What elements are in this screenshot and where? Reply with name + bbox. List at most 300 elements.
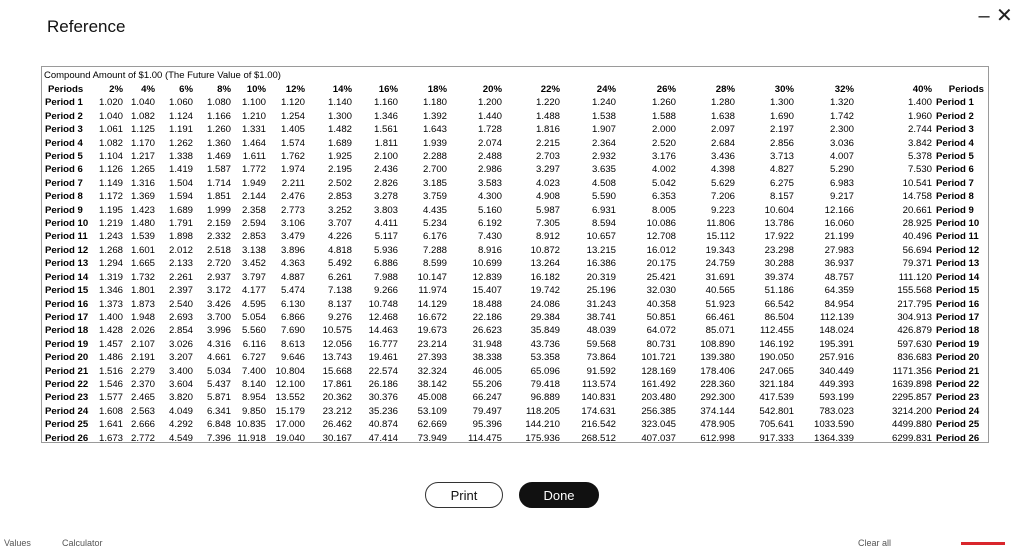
row-label-right: Period 18 xyxy=(936,325,980,337)
table-cell: 14.758 xyxy=(902,191,932,203)
row-label: Period 6 xyxy=(45,164,83,176)
table-cell: 12.056 xyxy=(322,338,352,350)
table-cell: 190.050 xyxy=(759,352,794,364)
table-cell: 3.036 xyxy=(829,137,854,149)
table-cell: 3.604 xyxy=(168,378,193,390)
table-cell: 1.265 xyxy=(130,164,155,176)
row-label-right: Period 1 xyxy=(936,97,974,109)
table-cell: 2.100 xyxy=(373,151,398,163)
table-row xyxy=(42,123,988,136)
table-cell: 7.288 xyxy=(422,244,447,256)
table-cell: 24.759 xyxy=(705,258,735,270)
table-cell: 112.139 xyxy=(820,311,854,323)
table-cell: 2.332 xyxy=(206,231,231,243)
table-cell: 16.060 xyxy=(824,218,854,230)
table-cell: 8.954 xyxy=(241,392,266,404)
table-cell: 1.316 xyxy=(130,177,155,189)
table-cell: 8.005 xyxy=(651,204,676,216)
table-cell: 1.040 xyxy=(99,110,123,122)
table-cell: 5.437 xyxy=(206,378,231,390)
table-cell: 40.565 xyxy=(705,285,735,297)
table-cell: 20.319 xyxy=(586,271,616,283)
table-cell: 161.492 xyxy=(641,378,676,390)
table-cell: 47.414 xyxy=(368,432,398,443)
reference-table-panel xyxy=(41,66,989,443)
table-cell: 597.630 xyxy=(897,338,932,350)
column-header-rate: 40% xyxy=(912,84,932,95)
table-cell: 2.932 xyxy=(591,151,616,163)
table-cell: 3.479 xyxy=(280,231,305,243)
table-cell: 1.195 xyxy=(99,204,123,216)
table-cell: 426.879 xyxy=(897,325,932,337)
table-cell: 5.034 xyxy=(206,365,231,377)
table-cell: 1.480 xyxy=(130,218,155,230)
table-cell: 1.140 xyxy=(327,97,352,109)
table-cell: 5.160 xyxy=(477,204,502,216)
table-header-row xyxy=(42,83,988,96)
table-cell: 1.180 xyxy=(422,97,447,109)
strip-accent-bar xyxy=(961,542,1005,545)
table-cell: 1.217 xyxy=(130,151,155,163)
table-cell: 10.872 xyxy=(530,244,560,256)
table-cell: 4.508 xyxy=(591,177,616,189)
table-cell: 2.476 xyxy=(280,191,305,203)
table-cell: 20.661 xyxy=(902,204,932,216)
table-cell: 2.436 xyxy=(373,164,398,176)
table-cell: 108.890 xyxy=(700,338,735,350)
table-cell: 1.939 xyxy=(422,137,447,149)
table-cell: 1.546 xyxy=(99,378,123,390)
table-cell: 2.364 xyxy=(591,137,616,149)
table-cell: 3.996 xyxy=(206,325,231,337)
table-cell: 80.731 xyxy=(646,338,676,350)
table-cell: 2.826 xyxy=(373,177,398,189)
table-cell: 11.806 xyxy=(706,218,735,230)
row-label-right: Period 21 xyxy=(936,365,980,377)
table-cell: 3.820 xyxy=(168,392,193,404)
table-cell: 9.276 xyxy=(327,311,352,323)
row-label: Period 20 xyxy=(45,352,89,364)
table-row xyxy=(42,338,988,351)
table-cell: 4.292 xyxy=(168,419,193,431)
table-cell: 2.159 xyxy=(206,218,231,230)
table-cell: 1.320 xyxy=(829,97,854,109)
table-cell: 417.539 xyxy=(759,392,794,404)
table-cell: 1.400 xyxy=(99,311,123,323)
table-cell: 1.732 xyxy=(130,271,155,283)
table-cell: 73.949 xyxy=(417,432,447,443)
table-cell: 3.842 xyxy=(907,137,932,149)
table-cell: 13.264 xyxy=(530,258,560,270)
table-cell: 2.684 xyxy=(710,137,735,149)
table-cell: 1.898 xyxy=(168,231,193,243)
table-cell: 15.407 xyxy=(472,285,502,297)
table-cell: 1.082 xyxy=(130,110,155,122)
table-cell: 46.005 xyxy=(472,365,502,377)
table-cell: 1.587 xyxy=(206,164,231,176)
table-cell: 1.346 xyxy=(99,285,123,297)
table-cell: 12.468 xyxy=(368,311,398,323)
table-cell: 9.223 xyxy=(710,204,735,216)
close-icon[interactable]: ✕ xyxy=(996,5,1013,27)
table-cell: 53.358 xyxy=(530,352,560,364)
table-cell: 8.594 xyxy=(591,218,616,230)
table-cell: 15.112 xyxy=(706,231,735,243)
table-cell: 5.871 xyxy=(206,392,231,404)
table-cell: 6.848 xyxy=(206,419,231,431)
table-cell: 45.008 xyxy=(417,392,447,404)
row-label: Period 10 xyxy=(45,218,89,230)
table-cell: 64.072 xyxy=(646,325,676,337)
table-cell: 50.851 xyxy=(646,311,676,323)
table-cell: 10.086 xyxy=(646,218,676,230)
table-cell: 1.210 xyxy=(241,110,266,122)
table-cell: 174.631 xyxy=(581,405,616,417)
table-cell: 65.096 xyxy=(530,365,560,377)
table-cell: 7.138 xyxy=(327,285,352,297)
table-cell: 4.435 xyxy=(422,204,447,216)
table-cell: 2.370 xyxy=(130,378,155,390)
column-header-rate: 8% xyxy=(217,84,231,95)
table-cell: 1.260 xyxy=(651,97,676,109)
table-cell: 1.319 xyxy=(99,271,123,283)
table-cell: 203.480 xyxy=(641,392,676,404)
table-cell: 32.030 xyxy=(646,285,676,297)
row-label-right: Period 9 xyxy=(936,204,974,216)
row-label: Period 24 xyxy=(45,405,89,417)
table-cell: 2.397 xyxy=(168,285,193,297)
table-cell: 2.986 xyxy=(477,164,502,176)
row-label: Period 4 xyxy=(45,137,83,149)
column-header-rate: 16% xyxy=(378,84,398,95)
table-cell: 4.887 xyxy=(280,271,305,283)
table-cell: 6.866 xyxy=(280,311,305,323)
table-row xyxy=(42,244,988,257)
table-cell: 407.037 xyxy=(641,432,676,443)
table-cell: 114.475 xyxy=(468,432,502,443)
table-cell: 1.160 xyxy=(373,97,398,109)
table-cell: 478.905 xyxy=(700,419,735,431)
table-cell: 3.759 xyxy=(422,191,447,203)
table-cell: 2.520 xyxy=(651,137,676,149)
table-cell: 1.665 xyxy=(130,258,155,270)
table-cell: 705.641 xyxy=(759,419,794,431)
table-cell: 17.922 xyxy=(764,231,794,243)
table-cell: 1.689 xyxy=(327,137,352,149)
table-cell: 1.294 xyxy=(99,258,123,270)
dialog-title: Reference xyxy=(47,17,126,36)
table-cell: 1.611 xyxy=(242,151,266,163)
table-cell: 321.184 xyxy=(759,378,794,390)
table-cell: 101.721 xyxy=(641,352,676,364)
table-cell: 10.657 xyxy=(586,231,616,243)
table-cell: 3.700 xyxy=(206,311,231,323)
table-cell: 2.191 xyxy=(130,352,155,364)
table-cell: 1.714 xyxy=(206,177,231,189)
table-cell: 9.217 xyxy=(829,191,854,203)
table-cell: 19.343 xyxy=(705,244,735,256)
table-cell: 2.773 xyxy=(280,204,305,216)
row-label: Period 8 xyxy=(45,191,83,203)
row-label-right: Period 3 xyxy=(936,124,974,136)
table-cell: 340.449 xyxy=(819,365,854,377)
column-header-rate: 4% xyxy=(141,84,155,95)
table-cell: 29.384 xyxy=(530,311,560,323)
table-cell: 14.463 xyxy=(368,325,398,337)
table-cell: 79.497 xyxy=(472,405,502,417)
done-button[interactable]: Done xyxy=(519,482,599,508)
row-label: Period 5 xyxy=(45,151,83,163)
table-cell: 38.142 xyxy=(417,378,447,390)
table-cell: 8.137 xyxy=(327,298,352,310)
table-cell: 2.488 xyxy=(477,151,502,163)
column-header-rate: 32% xyxy=(834,84,854,95)
table-cell: 73.864 xyxy=(586,352,616,364)
table-row xyxy=(42,311,988,324)
table-cell: 51.186 xyxy=(764,285,794,297)
strip-values-label: Values xyxy=(4,539,31,547)
table-cell: 12.708 xyxy=(646,231,676,243)
table-row xyxy=(42,378,988,391)
table-cell: 2.107 xyxy=(130,338,155,350)
table-cell: 140.831 xyxy=(581,392,616,404)
table-cell: 2.074 xyxy=(477,137,502,149)
column-header-rate: 20% xyxy=(482,84,502,95)
table-cell: 3.896 xyxy=(280,244,305,256)
table-cell: 55.206 xyxy=(472,378,502,390)
table-cell: 19.040 xyxy=(275,432,305,443)
table-cell: 4499.880 xyxy=(891,419,932,431)
table-cell: 79.371 xyxy=(902,258,932,270)
table-cell: 10.147 xyxy=(417,271,447,283)
table-cell: 48.039 xyxy=(586,325,616,337)
table-cell: 16.672 xyxy=(417,311,447,323)
table-cell: 10.835 xyxy=(236,419,266,431)
row-label-right: Period 8 xyxy=(936,191,974,203)
table-cell: 27.393 xyxy=(417,352,447,364)
strip-calculator-label: Calculator xyxy=(62,539,103,547)
table-cell: 31.691 xyxy=(705,271,735,283)
row-label: Period 16 xyxy=(45,298,89,310)
table-cell: 1.243 xyxy=(99,231,123,243)
table-cell: 43.736 xyxy=(530,338,560,350)
table-cell: 1.104 xyxy=(99,151,123,163)
table-cell: 6.261 xyxy=(327,271,352,283)
column-header-rate: 2% xyxy=(109,84,123,95)
table-cell: 1.873 xyxy=(130,298,155,310)
table-cell: 3.707 xyxy=(327,218,352,230)
table-row xyxy=(42,298,988,311)
table-row xyxy=(42,177,988,190)
table-cell: 40.874 xyxy=(368,419,398,431)
table-cell: 66.542 xyxy=(764,298,794,310)
table-cell: 2.288 xyxy=(422,151,447,163)
table-cell: 2.540 xyxy=(168,298,193,310)
table-cell: 9.646 xyxy=(280,352,305,364)
table-cell: 39.374 xyxy=(764,271,794,283)
table-cell: 1.948 xyxy=(130,311,155,323)
table-row xyxy=(42,351,988,364)
table-cell: 40.358 xyxy=(646,298,676,310)
table-cell: 449.393 xyxy=(819,378,854,390)
table-cell: 30.376 xyxy=(368,392,398,404)
print-button[interactable]: Print xyxy=(425,482,503,508)
table-cell: 148.024 xyxy=(819,325,854,337)
table-cell: 10.541 xyxy=(902,177,932,189)
table-cell: 1.300 xyxy=(769,97,794,109)
table-cell: 4.827 xyxy=(769,164,794,176)
table-cell: 1.346 xyxy=(373,110,398,122)
table-cell: 4.818 xyxy=(327,244,352,256)
row-label: Period 22 xyxy=(45,378,89,390)
table-cell: 323.045 xyxy=(641,419,676,431)
table-cell: 1.538 xyxy=(591,110,616,122)
table-row xyxy=(42,391,988,404)
table-cell: 256.385 xyxy=(641,405,676,417)
table-cell: 836.683 xyxy=(897,352,932,364)
column-header-rate: 6% xyxy=(179,84,193,95)
table-cell: 917.333 xyxy=(759,432,794,443)
table-cell: 2.703 xyxy=(535,151,560,163)
table-cell: 1.504 xyxy=(168,177,193,189)
table-cell: 155.568 xyxy=(897,285,932,297)
table-cell: 14.129 xyxy=(417,298,447,310)
table-cell: 1.907 xyxy=(591,124,616,136)
table-cell: 175.936 xyxy=(525,432,560,443)
table-cell: 1.643 xyxy=(422,124,447,136)
table-cell: 3.635 xyxy=(591,164,616,176)
table-cell: 4.316 xyxy=(206,338,231,350)
row-label: Period 11 xyxy=(45,231,88,243)
table-cell: 2.144 xyxy=(241,191,266,203)
table-cell: 15.179 xyxy=(275,405,305,417)
table-cell: 257.916 xyxy=(819,352,854,364)
table-cell: 2.465 xyxy=(130,392,155,404)
table-cell: 7.430 xyxy=(477,231,502,243)
table-cell: 6.176 xyxy=(422,231,447,243)
row-label: Period 15 xyxy=(45,285,89,297)
table-cell: 2.211 xyxy=(281,177,305,189)
table-cell: 8.599 xyxy=(422,258,447,270)
minimize-icon[interactable]: – xyxy=(978,5,990,27)
column-header-periods: Periods xyxy=(48,84,84,95)
table-cell: 2.772 xyxy=(130,432,155,443)
table-cell: 95.396 xyxy=(472,419,502,431)
row-label-right: Period 10 xyxy=(936,218,980,230)
table-cell: 96.889 xyxy=(530,392,560,404)
column-header-rate: 12% xyxy=(285,84,305,95)
table-cell: 53.109 xyxy=(417,405,447,417)
table-cell: 1.728 xyxy=(477,124,502,136)
table-cell: 6.275 xyxy=(769,177,794,189)
table-cell: 7.988 xyxy=(373,271,398,283)
table-cell: 5.054 xyxy=(241,311,266,323)
table-row xyxy=(42,257,988,270)
table-cell: 2.215 xyxy=(535,137,560,149)
table-cell: 19.742 xyxy=(530,285,560,297)
table-cell: 5.560 xyxy=(241,325,266,337)
table-cell: 10.748 xyxy=(368,298,398,310)
table-row xyxy=(42,365,988,378)
row-label: Period 3 xyxy=(45,124,83,136)
table-cell: 1.405 xyxy=(280,124,305,136)
table-cell: 79.418 xyxy=(530,378,560,390)
table-cell: 2.358 xyxy=(241,204,266,216)
table-cell: 3.026 xyxy=(168,338,193,350)
table-cell: 5.629 xyxy=(710,177,735,189)
table-cell: 2.261 xyxy=(168,271,193,283)
table-cell: 4.661 xyxy=(206,352,231,364)
table-cell: 146.192 xyxy=(759,338,794,350)
table-cell: 3.138 xyxy=(241,244,266,256)
table-cell: 8.157 xyxy=(769,191,794,203)
table-cell: 10.699 xyxy=(472,258,502,270)
table-cell: 2.720 xyxy=(206,258,231,270)
table-cell: 16.777 xyxy=(368,338,398,350)
table-cell: 2.195 xyxy=(327,164,352,176)
row-label-right: Period 26 xyxy=(936,432,980,443)
table-cell: 66.247 xyxy=(472,392,502,404)
table-cell: 35.849 xyxy=(530,325,560,337)
table-cell: 2.012 xyxy=(168,244,193,256)
table-cell: 1.949 xyxy=(241,177,266,189)
table-cell: 139.380 xyxy=(700,352,735,364)
table-cell: 25.421 xyxy=(646,271,676,283)
table-cell: 1.191 xyxy=(168,124,193,136)
table-cell: 7.396 xyxy=(206,432,231,443)
table-cell: 48.757 xyxy=(824,271,854,283)
table-cell: 2.300 xyxy=(829,124,854,136)
table-cell: 1171.356 xyxy=(892,365,932,377)
table-cell: 84.954 xyxy=(824,298,854,310)
table-cell: 268.512 xyxy=(581,432,616,443)
table-cell: 91.592 xyxy=(586,365,616,377)
table-cell: 1.999 xyxy=(206,204,231,216)
table-cell: 17.000 xyxy=(275,419,305,431)
table-cell: 6.192 xyxy=(477,218,502,230)
table-cell: 5.234 xyxy=(422,218,447,230)
table-cell: 23.214 xyxy=(417,338,447,350)
table-cell: 3.452 xyxy=(241,258,266,270)
table-row xyxy=(42,418,988,431)
table-cell: 2.856 xyxy=(769,137,794,149)
table-cell: 1.125 xyxy=(130,124,155,136)
table-cell: 6.353 xyxy=(651,191,676,203)
table-cell: 26.186 xyxy=(368,378,398,390)
table-cell: 612.998 xyxy=(700,432,735,443)
table-cell: 304.913 xyxy=(897,311,932,323)
table-cell: 59.568 xyxy=(586,338,616,350)
table-cell: 62.669 xyxy=(417,419,447,431)
table-cell: 38.338 xyxy=(472,352,502,364)
table-row xyxy=(42,432,988,443)
table-cell: 7.530 xyxy=(907,164,932,176)
table-row xyxy=(42,190,988,203)
table-cell: 5.492 xyxy=(327,258,352,270)
row-label-right: Period 23 xyxy=(936,392,980,404)
table-cell: 12.839 xyxy=(472,271,502,283)
table-cell: 4.908 xyxy=(535,191,560,203)
table-cell: 22.186 xyxy=(472,311,502,323)
table-cell: 6.983 xyxy=(829,177,854,189)
row-label-right: Period 4 xyxy=(936,137,974,149)
table-cell: 13.743 xyxy=(322,352,352,364)
table-cell: 195.391 xyxy=(819,338,854,350)
column-header-rate: 14% xyxy=(332,84,352,95)
table-cell: 85.071 xyxy=(705,325,735,337)
table-cell: 2.853 xyxy=(241,231,266,243)
table-cell: 1.080 xyxy=(206,97,231,109)
